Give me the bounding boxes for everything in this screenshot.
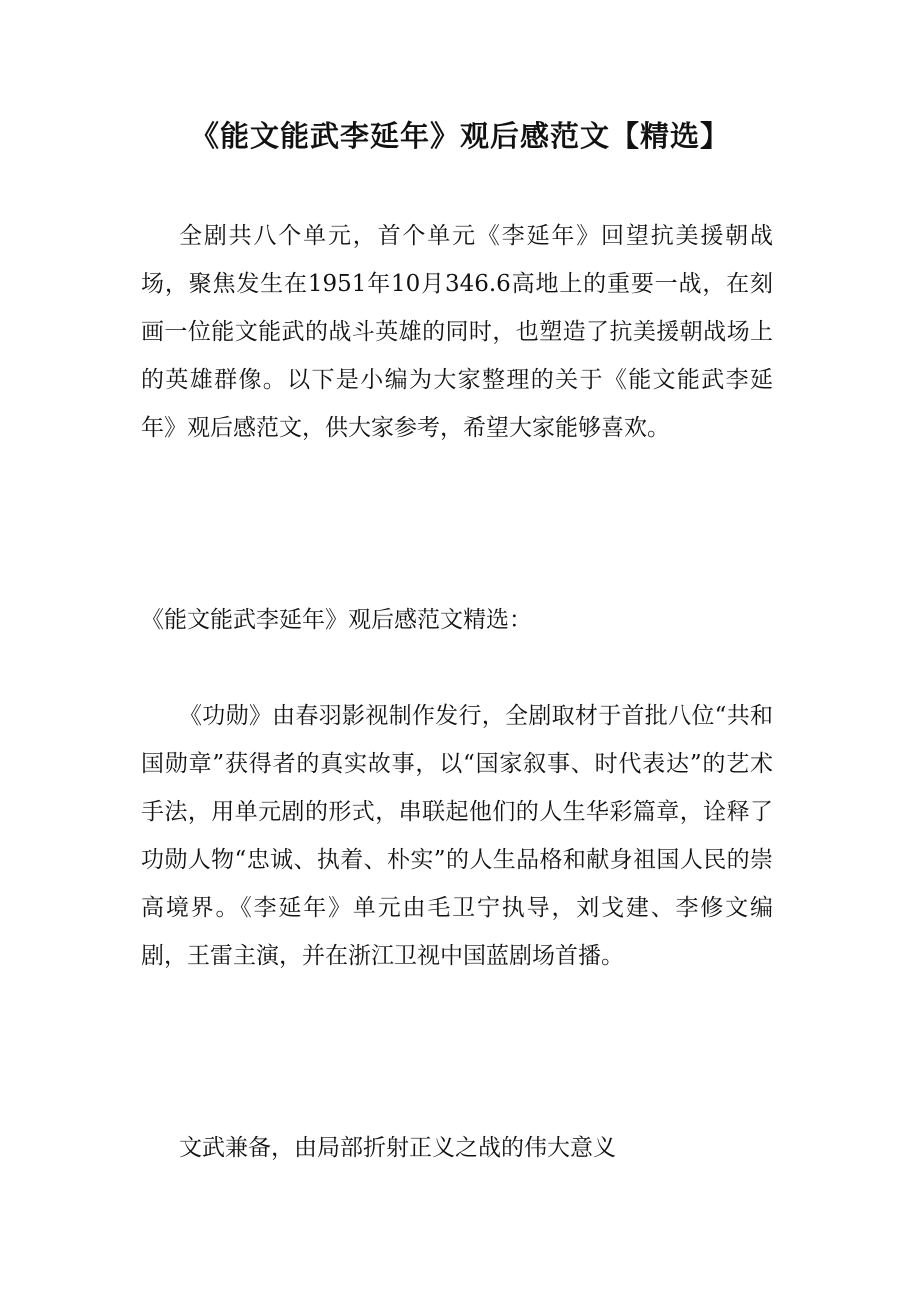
section-heading: 《能文能武李延年》观后感范文精选： xyxy=(141,607,532,633)
subheading-paragraph: 文武兼备，由局部折射正义之战的伟大意义 xyxy=(179,1135,616,1161)
body-paragraph: 《功勋》由春羽影视制作发行，全剧取材于首批八位“共和国勋章”获得者的真实故事，以“国家叙事、时代表达”的艺术手法，用单元剧的形式，串联起他们的人生华彩篇章，诠释了功勋人物“忠诚、执着、朴实”的人生品格和献身祖国人民的崇高境界。《李延年》单元由毛卫宁执导，刘戈建、李修文编剧，王雷主演，并在浙江卫视中国蓝剧场首播。 xyxy=(141,703,773,969)
document-title: 《能文能武李延年》观后感范文【精选】 xyxy=(189,119,730,153)
intro-paragraph: 全剧共八个单元，首个单元《李延年》回望抗美援朝战场，聚焦发生在1951年10月346.6高地上的重要一战，在刻画一位能文能武的战斗英雄的同时，也塑造了抗美援朝战场上的英雄群像。以下是小编为大家整理的关于《能文能武李延年》观后感范文，供大家参考，希望大家能够喜欢。 xyxy=(141,223,773,441)
